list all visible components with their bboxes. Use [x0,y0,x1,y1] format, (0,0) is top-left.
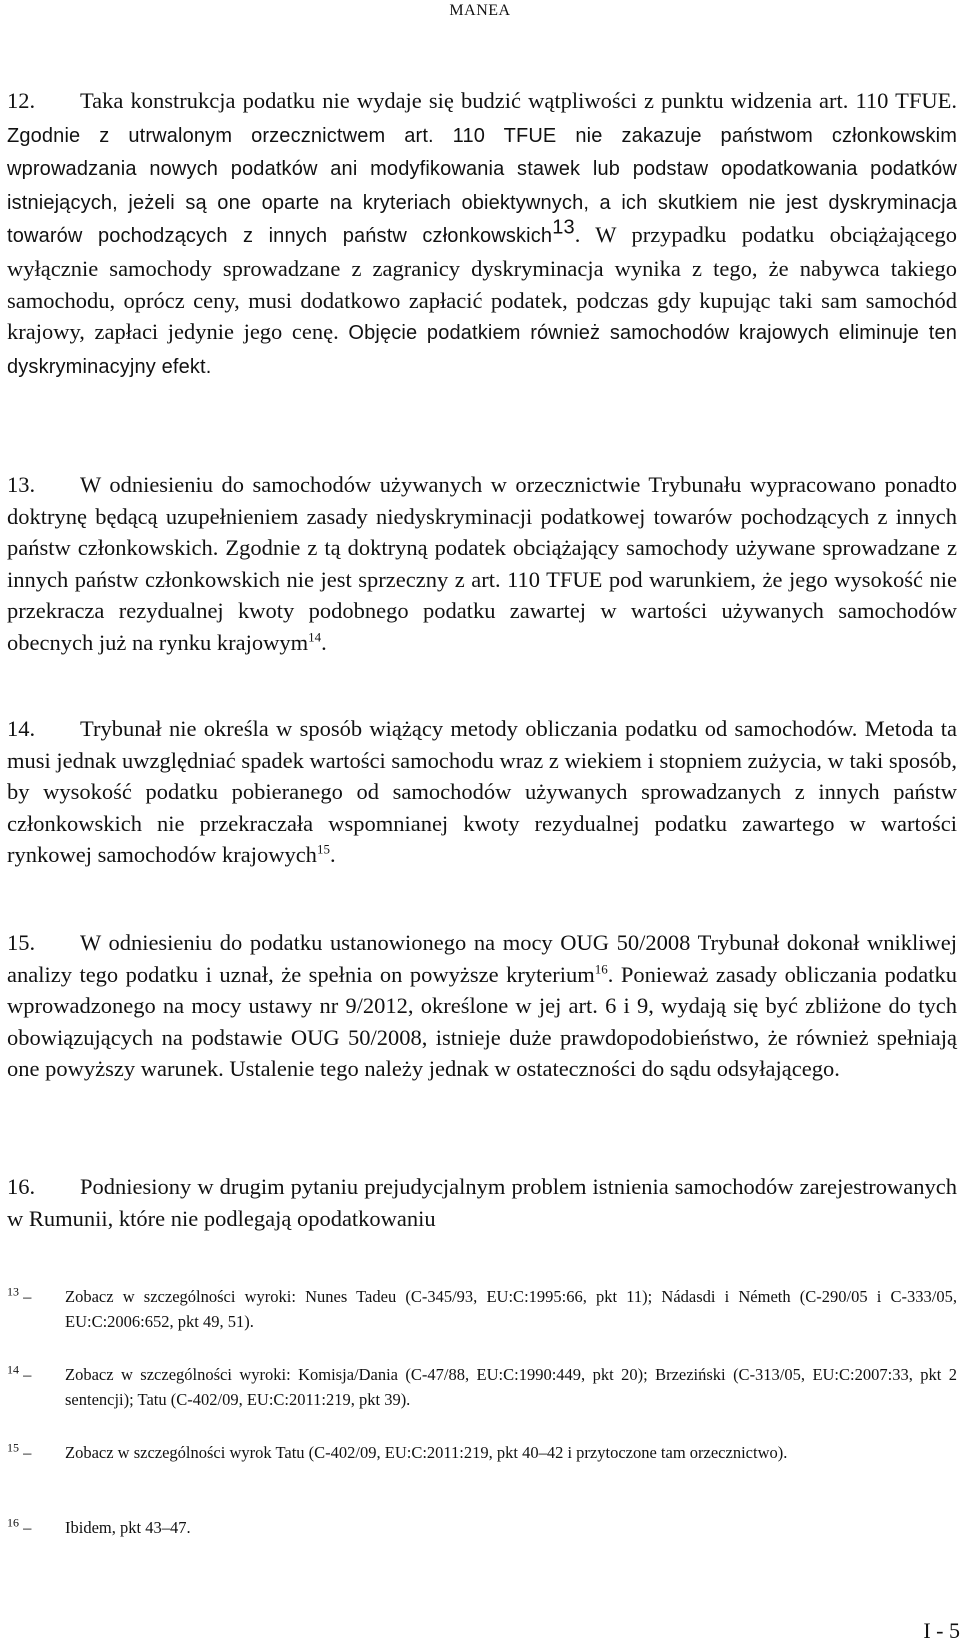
paragraph-number: 12. [7,88,36,113]
footnote-marker: $^{15}$ – [7,1440,32,1462]
paragraph-text-sans: Objęcie podatkiem również samochodów krajowych eliminuje ten dyskryminacyjny efekt. [7,322,957,378]
paragraph-16 [7,1171,957,1234]
page-number: I - 5 [923,1618,960,1643]
paragraph-text: Podniesiony w drugim pytaniu prejudycjalnym problem istnienia samochodów zarejestrowanych w Rumunii, które nie podlegają opodatkowaniu [7,1174,957,1231]
paragraph-14 [7,713,957,871]
footnote-text: Zobacz w szczególności wyroki: Komisja/Dania (C-47/88, EU:C:1990:449, pkt 20); Brzeziński (C-313/05, EU:C:2007:33, pkt 2 sentencji); Tatu (C-402/09, EU:C:2011:219, pkt 39). [65,1365,957,1409]
paragraph-text: W odniesieniu do samochodów używanych w orzecznictwie Trybunału wypracowano ponadto doktrynę będącą uzupełnieniem zasady niedyskryminacji podatkowej towarów pochodzących z innych państw członkowskich. Zgodnie z tą doktryną podatek obciążający samochody używane sprowadzane z innych państw członkowskich nie jest sprzeczny z art. 110 TFUE pod warunkiem, że jego wysokość nie przekracza rezydualnej kwoty podobnego podatku zawartej w wartości używanych samochodów obecnych już na rynku krajowym [7,472,957,655]
footnote-16 [7,1515,957,1540]
footnote-text: Zobacz w szczególności wyroki: Nunes Tadeu (C-345/93, EU:C:1995:66, pkt 11); Nádasdi i Németh (C-290/05 i C-333/05, EU:C:2006:652, pkt 49, 51). [65,1287,957,1331]
footnote-marker: $^{14}$ – [7,1362,32,1384]
paragraph-text: . [329,842,336,868]
footnote-ref-15[interactable]: 15 [316,841,330,857]
footnote-marker: $^{16}$ – [7,1515,32,1537]
paragraph-text: Trybunał nie określa w sposób wiążący metody obliczania podatku od samochodów. Metoda ta musi jednak uwzględniać spadek wartości samochodu wraz z wiekiem i stopniem zużycia, w taki sposób, by wysokość podatku pobieranego od samochodów używanych sprowadzanych z innych państw członkowskich nie przekraczała wspomnianej kwoty rezydualnej podatku zawartego w wartości rynkowej samochodów krajowych [7,716,957,868]
paragraph-number: 13. [7,472,36,497]
paragraph-number: 16. [7,1174,36,1199]
footnote-14 [7,1362,957,1412]
footnote-ref-13[interactable]: 13 [552,216,575,239]
paragraph-text-sans: Zgodnie z utrwalonym orzecznictwem art. 110 TFUE nie zakazuje państwom członkowskim wprowadzania nowych podatków ani modyfikowania stawek lub podstaw opodatkowania podatków istniejących, jeżeli są one oparte na kryteriach obiektywnych, a ich skutkiem nie jest dyskryminacja towarów pochodzących z innych państw członkowskich [7,124,957,248]
footnote-13 [7,1284,957,1334]
paragraph-text: Taka konstrukcja podatku nie wydaje się budzić wątpliwości z punktu widzenia art. 110 TFUE. [80,88,957,113]
footnote-marker: $^{13}$ – [7,1284,32,1306]
paragraph-text: W odniesieniu do podatku ustanowionego na mocy OUG 50/2008 Trybunał dokonał wnikliwej analizy tego podatku i uznał, że spełnia on powyższe kryterium [7,930,957,987]
paragraph-text: . Ponieważ zasady obliczania podatku wprowadzonego na mocy ustawy nr 9/2012, określone w jej art. 6 i 9, wydają się być zbliżone do tych obowiązujących na podstawie OUG 50/2008, istnieje duże prawdopodobieństwo, że również spełniają one powyższy warunek. Ustalenie tego należy jednak w ostateczności do sądu odsyłającego. [7,961,957,1082]
footnote-text: Ibidem, pkt 43–47. [65,1518,191,1537]
paragraph-text: . W przypadku podatku obciążającego wyłącznie samochody sprowadzane z zagranicy dyskryminacja wynika z tego, że nabywca takiego samochodu, oprócz ceny, musi dodatkowo zapłacić podatek, podczas gdy kupując taki sam samochód krajowy, zapłaci jedynie jego cenę. [7,222,957,345]
footnote-ref-14[interactable]: 14 [308,629,322,645]
paragraph-text: . [321,629,327,655]
running-header: MANEA [449,2,511,19]
paragraph-12 [7,85,957,383]
paragraph-number: 15. [7,930,36,955]
paragraph-number: 14. [7,716,36,741]
footnote-15 [7,1440,957,1465]
paragraph-15 [7,927,957,1085]
footnote-text: Zobacz w szczególności wyrok Tatu (C-402/09, EU:C:2011:219, pkt 40–42 i przytoczone tam orzecznictwo). [65,1443,788,1462]
paragraph-13 [7,469,957,659]
footnote-ref-16[interactable]: 16 [594,961,608,977]
